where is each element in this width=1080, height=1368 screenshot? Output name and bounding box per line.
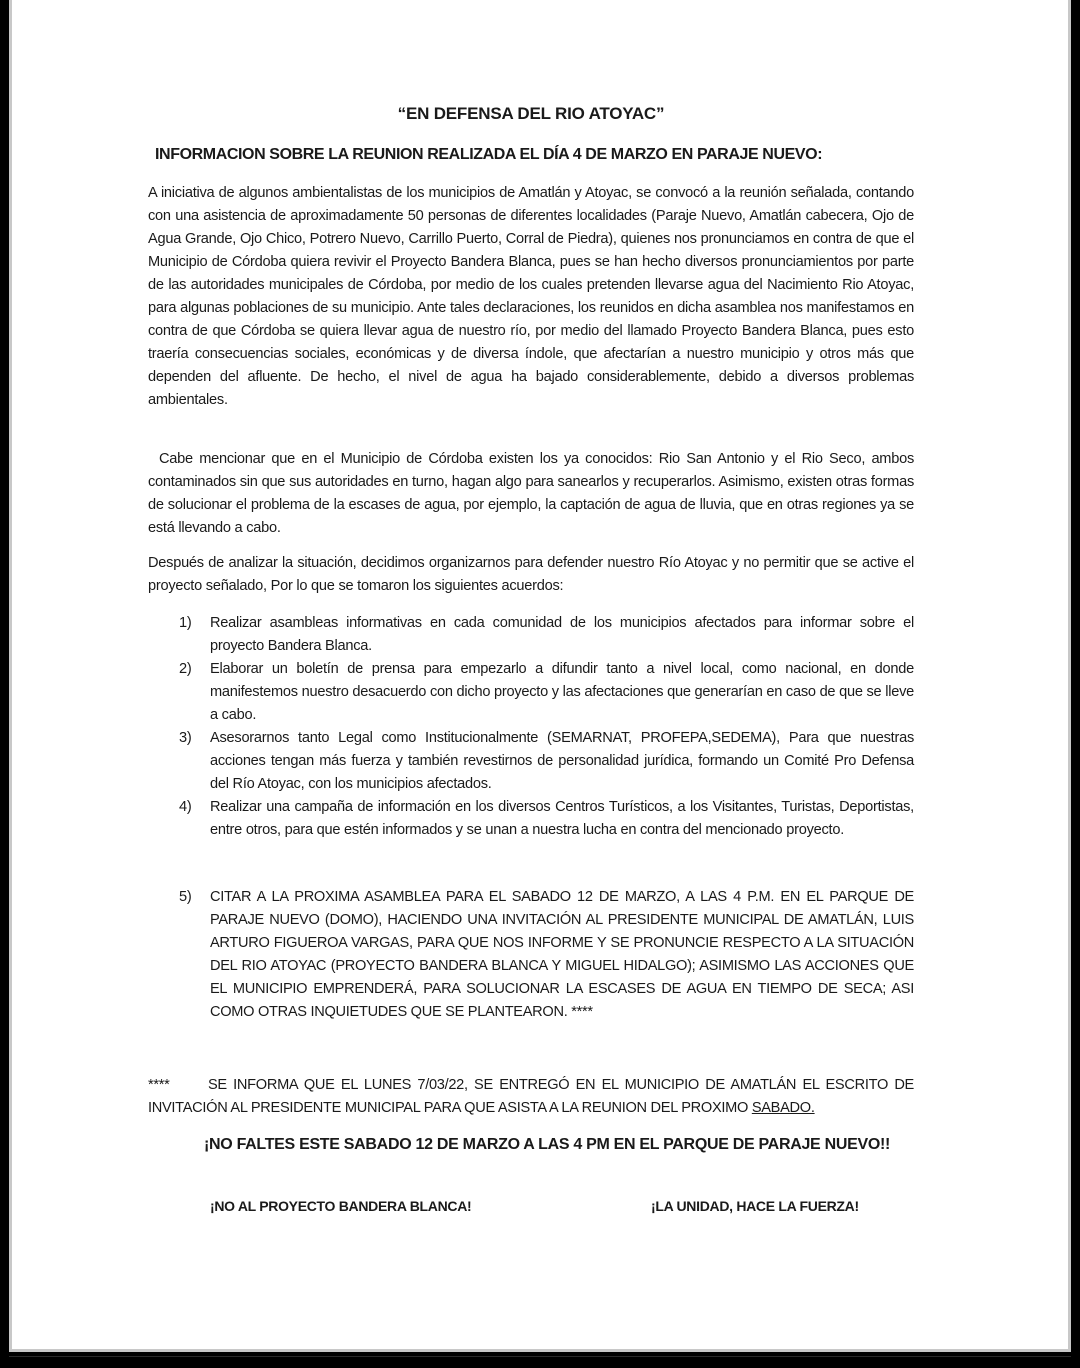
agreement-number: 3)	[179, 730, 192, 746]
agreement-number: 4)	[179, 799, 192, 815]
agreement-item	[148, 796, 914, 842]
agreement-item-assembly	[148, 886, 914, 1024]
agreement-text: Asesorarnos tanto Legal como Institucionalmente (SEMARNAT, PROFEPA,SEDEMA), Para que nuestras acciones tengan más fuerza y también revestirnos de personalidad jurídica, formando un Comité Pro Defensa del Río Atoyac, con los municipios afectados.	[210, 730, 914, 792]
agreement-number: 2)	[179, 661, 192, 677]
page-shadow-line	[9, 1356, 1071, 1357]
agreement-text: CITAR A LA PROXIMA ASAMBLEA PARA EL SABADO 12 DE MARZO, A LAS 4 P.M. EN EL PARQUE DE PARAJE NUEVO (DOMO), HACIENDO UNA INVITACIÓN AL PRESIDENTE MUNICIPAL DE AMATLÁN, LUIS ARTURO FIGUEROA VARGAS, PARA QUE NOS INFORME Y SE PRONUNCIE RESPECTO A LA SITUACIÓN DEL RIO ATOYAC (PROYECTO BANDERA BLANCA Y MIGUEL HIDALGO); ASIMISMO LAS ACCIONES QUE EL MUNICIPIO EMPRENDERÁ, PARA SOLUCIONAR LA ESCASES DE AGUA EN TIEMPO DE SECA; ASI COMO OTRAS INQUIETUDES QUE SE PLANTEARON. ****	[210, 889, 914, 1020]
slogan-right: ¡LA UNIDAD, HACE LA FUERZA!	[651, 1198, 859, 1214]
agreement-item	[148, 727, 914, 796]
footnote-marker: ****	[148, 1077, 170, 1093]
agreement-text: Realizar una campaña de información en los diversos Centros Turísticos, a los Visitantes, Turistas, Deportistas, entre otros, para que estén informados y se unan a nuestra lucha en contra del mencionado proyecto.	[210, 799, 914, 838]
agreements-list	[148, 612, 914, 842]
footnote-text: SE INFORMA QUE EL LUNES 7/03/22, SE ENTREGÓ EN EL MUNICIPIO DE AMATLÁN EL ESCRITO DE INVITACIÓN AL PRESIDENTE MUNICIPAL PARA QUE ASISTA A LA REUNION DEL PROXIMO	[148, 1077, 914, 1116]
agreement-text: Realizar asambleas informativas en cada comunidad de los municipios afectados para informar sobre el proyecto Bandera Blanca.	[210, 615, 914, 654]
document-subtitle: INFORMACION SOBRE LA REUNION REALIZADA EL DÍA 4 DE MARZO EN PARAJE NUEVO:	[155, 146, 823, 163]
footnote	[148, 1074, 914, 1120]
paragraph-cordoba-rivers: Cabe mencionar que en el Municipio de Córdoba existen los ya conocidos: Rio San Antonio y el Rio Seco, ambos contaminados sin que sus autoridades en turno, hagan algo para sanearlos y recuperarlos. Asimismo, existen otras formas de solucionar el problema de la escases de agua, por ejemplo, la captación de agua de lluvia, que en otras regiones ya se está llevando a cabo.	[148, 451, 914, 536]
agreement-number: 1)	[179, 615, 192, 631]
agreement-text: Elaborar un boletín de prensa para empezarlo a difundir tanto a nivel local, como nacional, en donde manifestemos nuestro desacuerdo con dicho proyecto y las afectaciones que generarían en caso de que se lleve a cabo.	[210, 661, 914, 723]
agreement-item	[148, 612, 914, 658]
agreement-item	[148, 658, 914, 727]
paragraph-intro: A iniciativa de algunos ambientalistas de los municipios de Amatlán y Atoyac, se convocó a la reunión señalada, contando con una asistencia de aproximadamente 50 personas de diferentes localidades (Paraje Nuevo, Amatlán cabecera, Ojo de Agua Grande, Ojo Chico, Potrero Nuevo, Carrillo Puerto, Corral de Piedra), quienes nos pronunciamos en contra de que el Municipio de Córdoba quiera revivir el Proyecto Bandera Blanca, pues se han hecho diversos pronunciamientos por parte de las autoridades municipales de Córdoba, por medio de los cuales pretenden llevarse agua del Nacimiento Rio Atoyac, para algunas poblaciones de su municipio. Ante tales declaraciones, los reunidos en dicha asamblea nos manifestamos en contra de que Córdoba se quiera llevar agua de nuestro río, por medio del llamado Proyecto Bandera Blanca, pues esto traería consecuencias sociales, económicas y de diversa índole, que afectarían a nuestro municipio y otros más que dependen del afluente. De hecho, el nivel de agua ha bajado considerablemente, debido a diversos problemas ambientales.	[148, 185, 914, 408]
paragraph-agreements-intro: Después de analizar la situación, decidimos organizarnos para defender nuestro Río Atoyac y no permitir que se active el proyecto señalado, Por lo que se tomaron los siguientes acuerdos:	[148, 555, 914, 594]
event-callout: ¡NO FALTES ESTE SABADO 12 DE MARZO A LAS 4 PM EN EL PARQUE DE PARAJE NUEVO!!	[204, 1136, 891, 1153]
agreement-number: 5)	[179, 889, 192, 905]
document-title: “EN DEFENSA DEL RIO ATOYAC”	[397, 104, 665, 123]
footnote-underlined: SABADO.	[751, 1100, 815, 1116]
slogan-left: ¡NO AL PROYECTO BANDERA BLANCA!	[210, 1198, 472, 1214]
